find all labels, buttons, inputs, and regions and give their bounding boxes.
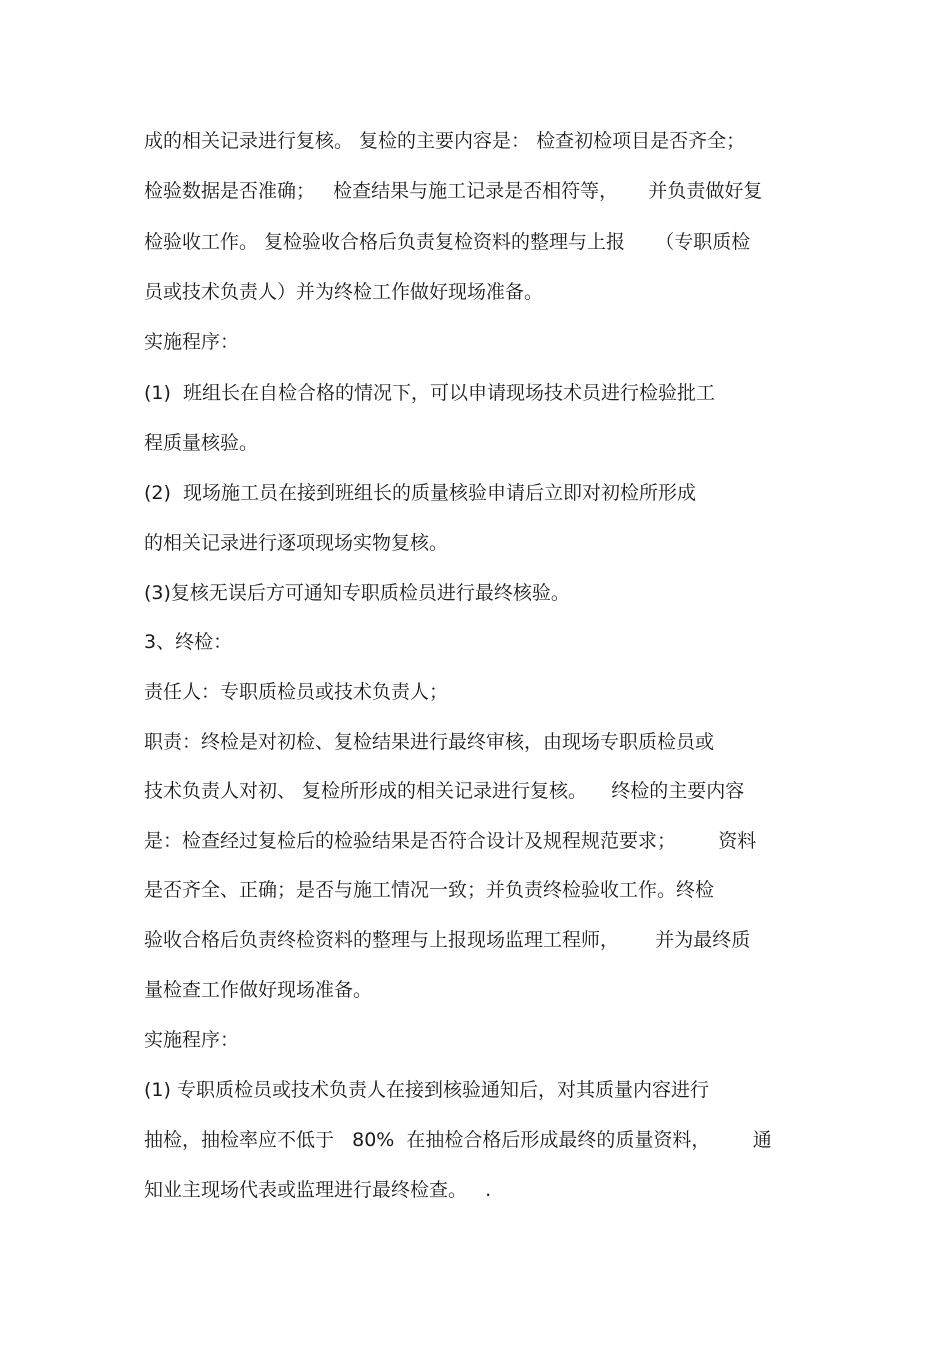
text-line: 的相关记录进行逐项现场实物复核。 xyxy=(144,532,449,554)
text-line: (3)复核无误后方可通知专职质检员进行最终核验。 xyxy=(144,582,570,604)
text-line: 验收合格后负责终检资料的整理与上报现场监理工程师， 并为最终质 xyxy=(144,929,751,951)
text-line: 知业主现场代表或监理进行最终检查。 . xyxy=(144,1179,492,1201)
text-line: 量检查工作做好现场准备。 xyxy=(144,979,373,1001)
text-line: 成的相关记录进行复核。 复检的主要内容是： 检查初检项目是否齐全； xyxy=(144,130,746,152)
text-line: 技术负责人对初、 复检所形成的相关记录进行复核。 终检的主要内容 xyxy=(144,780,745,802)
text-line: (1) 专职质检员或技术负责人在接到核验通知后，对其质量内容进行 xyxy=(144,1079,709,1101)
text-line: 职责：终检是对初检、复检结果进行最终审核，由现场专职质检员或 xyxy=(144,731,715,753)
text-line: 检验收工作。 复检验收合格后负责复检资料的整理与上报 （专职质检 xyxy=(144,231,751,253)
text-line: 检验数据是否准确； 检查结果与施工记录是否相符等， 并负责做好复 xyxy=(144,180,763,202)
section-heading: 实施程序： xyxy=(144,1029,240,1051)
text-line: 责任人：专职质检员或技术负责人； xyxy=(144,681,449,703)
section-heading: 3、终检： xyxy=(144,631,233,653)
text-line: (2) 现场施工员在接到班组长的质量核验申请后立即对初检所形成 xyxy=(144,482,696,504)
text-line: (1) 班组长在自检合格的情况下，可以申请现场技术员进行检验批工 xyxy=(144,382,715,404)
text-line: 抽检，抽检率应不低于 80% 在抽检合格后形成最终的质量资料， 通 xyxy=(144,1129,772,1151)
text-line: 是否齐全、正确；是否与施工情况一致；并负责终检验收工作。终检 xyxy=(144,879,715,901)
text-line: 是：检查经过复检后的检验结果是否符合设计及规程规范要求； 资料 xyxy=(144,830,757,852)
text-line: 员或技术负责人）并为终检工作做好现场准备。 xyxy=(144,281,544,303)
text-line: 程质量核验。 xyxy=(144,432,259,454)
section-heading: 实施程序： xyxy=(144,331,240,353)
